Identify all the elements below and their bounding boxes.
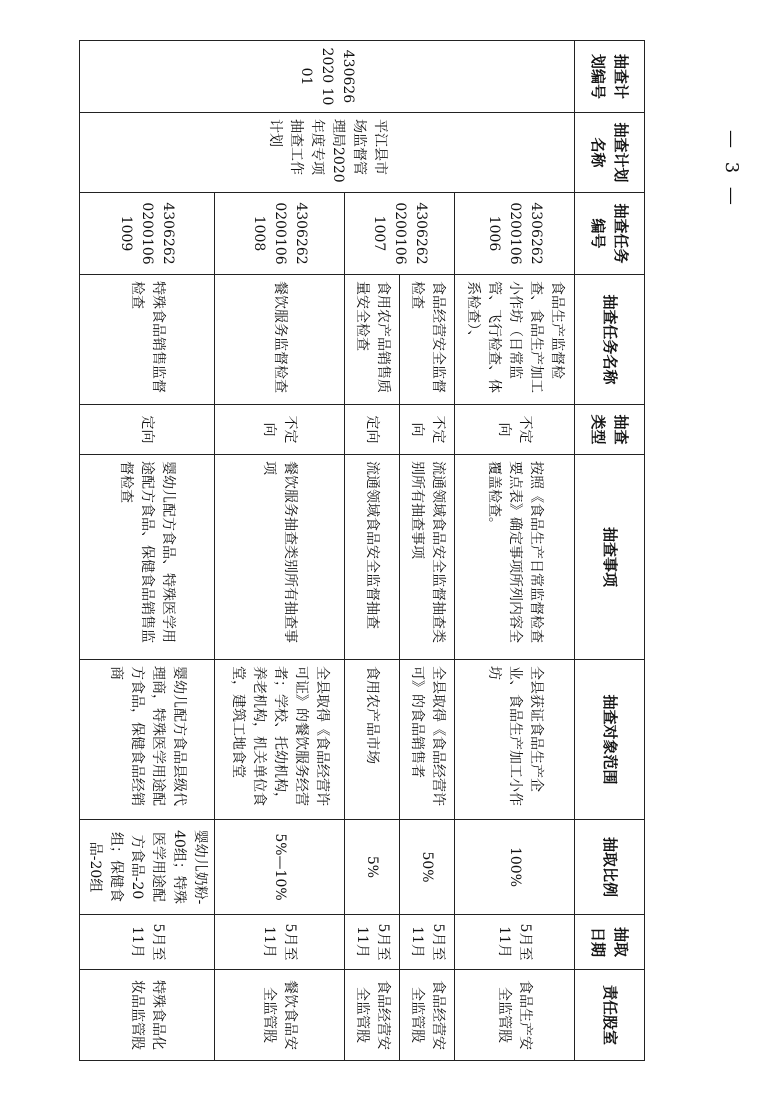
task-no-cell: 430626202001061009 — [80, 193, 215, 275]
header-ratio: 抽取比例 — [575, 820, 645, 915]
header-type: 抽查类型 — [575, 405, 645, 455]
task-no-cell: 430626202001061007 — [345, 193, 455, 275]
type-cell: 定向 — [80, 405, 215, 455]
ratio-cell: 5%—10% — [215, 820, 345, 915]
header-date: 抽取日期 — [575, 915, 645, 970]
item-cell: 婴幼儿配方食品、特殊医学用途配方食品、保健食品销售监督检查 — [80, 455, 215, 660]
task-name-cell: 食品生产监督检查、食品生产加工小作坊（日常监管、飞行检查、体系检查）、 — [455, 275, 575, 405]
dept-cell: 食品经营安全监管股 — [400, 970, 455, 1061]
header-row — [575, 41, 645, 1061]
task-name-cell: 食用农产品销售质量安全检查 — [345, 275, 400, 405]
ratio-cell: 100% — [455, 820, 575, 915]
date-cell: 5月至11月 — [400, 915, 455, 970]
table-row — [400, 41, 455, 1061]
date-cell: 5月至11月 — [80, 915, 215, 970]
item-cell: 流通领域食品安全监督抽查 — [345, 455, 400, 660]
header-task-no: 抽查任务编号 — [575, 193, 645, 275]
date-cell: 5月至11月 — [455, 915, 575, 970]
item-cell: 按照《食品生产日常监督检查要点表》确定事项所列内容全覆盖检查。 — [455, 455, 575, 660]
header-plan-no: 抽查计划编号 — [575, 41, 645, 113]
inspection-plan-table — [79, 40, 645, 1061]
plan-no-cell: 4306262020 1001 — [80, 41, 575, 113]
ratio-cell: 50% — [400, 820, 455, 915]
date-cell: 5月至11月 — [215, 915, 345, 970]
type-cell: 定向 — [345, 405, 400, 455]
ratio-cell: 5% — [345, 820, 400, 915]
header-scope: 抽查对象范围 — [575, 660, 645, 820]
plan-name-cell: 平江县市场监督管理局2020年度专项抽查工作计划 — [80, 113, 575, 193]
header-plan-name: 抽查计划名称 — [575, 113, 645, 193]
dept-cell: 特殊食品化妆品监管股 — [80, 970, 215, 1061]
type-cell: 不定向 — [400, 405, 455, 455]
task-name-cell: 餐饮服务监督检查 — [215, 275, 345, 405]
ratio-cell: 婴幼儿奶粉-40组；特殊医学用途配方食品-20组；保健食品-20组 — [80, 820, 215, 915]
task-name-cell: 食品经营安全监督检查 — [400, 275, 455, 405]
header-item: 抽查事项 — [575, 455, 645, 660]
dept-cell: 食品经营安全监管股 — [345, 970, 400, 1061]
dept-cell: 食品生产安全监管股 — [455, 970, 575, 1061]
page-number: — 3 — — [721, 130, 742, 209]
header-dept: 责任股室 — [575, 970, 645, 1061]
scope-cell: 食用农产品市场 — [345, 660, 400, 820]
item-cell: 餐饮服务抽查类别所有抽查事项 — [215, 455, 345, 660]
rotated-table-container — [85, 40, 645, 1060]
table-row — [80, 41, 215, 1061]
task-no-cell: 430626202001061006 — [455, 193, 575, 275]
item-cell: 流通领域食品安全监督抽查类别所有抽查事项 — [400, 455, 455, 660]
task-no-cell: 430626202001061008 — [215, 193, 345, 275]
scope-cell: 全县取得《食品经营许可》的食品销售者 — [400, 660, 455, 820]
table-row — [215, 41, 345, 1061]
dept-cell: 餐饮食品安全监管股 — [215, 970, 345, 1061]
scope-cell: 全县取得《食品经营许可证》的餐饮服务经营者；学校、托幼机构，养老机构，机关单位食堂，建筑工地食堂 — [215, 660, 345, 820]
scope-cell: 全县获证食品生产企业、食品生产加工小作坊 — [455, 660, 575, 820]
type-cell: 不定向 — [215, 405, 345, 455]
table-row — [455, 41, 575, 1061]
date-cell: 5月至11月 — [345, 915, 400, 970]
task-name-cell: 特殊食品销售监督检查 — [80, 275, 215, 405]
scope-cell: 婴幼儿配方食品县级代理商，特殊医学用途配方食品，保健食品经销商 — [80, 660, 215, 820]
type-cell: 不定向 — [455, 405, 575, 455]
header-task-name: 抽查任务名称 — [575, 275, 645, 405]
